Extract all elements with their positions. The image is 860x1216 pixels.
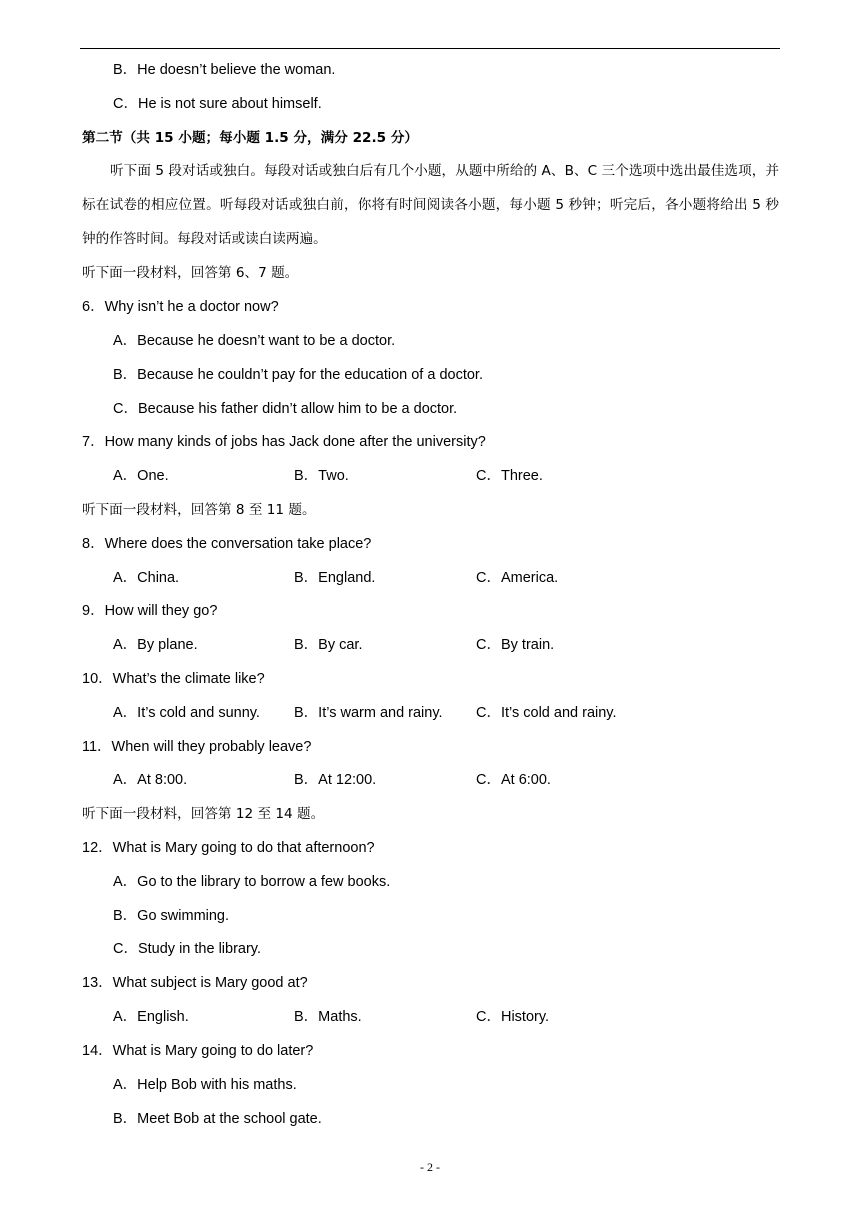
question-14-stem: 14．What is Mary going to do later? [82,1043,314,1059]
question-6-option-a: A．Because he doesn’t want to be a doctor. [113,333,396,349]
question-13-option-c: C．History. [476,1009,550,1025]
question-9-option-c: C．By train. [476,637,555,653]
question-12-stem: 12．What is Mary going to do that afternoon? [82,840,375,856]
question-8-option-a: A．China. [113,570,180,586]
question-12-option-c: C．Study in the library. [113,941,262,957]
question-11-option-b: B．At 12:00. [294,772,377,788]
question-12-option-b: B．Go swimming. [113,908,230,924]
question-6-option-c: C．Because his father didn’t allow him to be a doctor. [113,401,458,417]
header-rule [80,48,780,49]
question-8-option-c: C．America. [476,570,559,586]
question-9-option-a: A．By plane. [113,637,198,653]
question-8-option-b: B．England. [294,570,376,586]
question-10-option-c: C．It’s cold and rainy. [476,705,617,721]
question-9-option-b: B．By car. [294,637,363,653]
question-11-option-c: C．At 6:00. [476,772,551,788]
question-6-option-b: B．Because he couldn’t pay for the education of a doctor. [113,367,483,383]
question-13-option-a: A．English. [113,1009,189,1025]
question-9-stem: 9．How will they go? [82,603,218,619]
option-c-prev: C．He is not sure about himself. [113,96,322,112]
question-11-stem: 11．When will they probably leave? [82,739,312,755]
question-10-stem: 10．What’s the climate like? [82,671,265,687]
question-10-option-b: B．It’s warm and rainy. [294,705,443,721]
intro-8-11: 听下面一段材料，回答第 8 至 11 题。 [82,502,316,518]
page-number: - 2 - [420,1160,440,1174]
question-7-option-b: B．Two. [294,468,349,484]
question-14-option-a: A．Help Bob with his maths. [113,1077,297,1093]
question-12-option-a: A．Go to the library to borrow a few books. [113,874,391,890]
question-13-stem: 13．What subject is Mary good at? [82,975,308,991]
question-11-option-a: A．At 8:00. [113,772,188,788]
intro-12-14: 听下面一段材料，回答第 12 至 14 题。 [82,806,325,822]
question-7-stem: 7．How many kinds of jobs has Jack done after the university? [82,434,486,450]
question-10-option-a: A．It’s cold and sunny. [113,705,260,721]
question-7-option-c: C．Three. [476,468,543,484]
question-7-option-a: A．One. [113,468,169,484]
intro-6-7: 听下面一段材料，回答第 6、7 题。 [82,265,299,281]
question-8-stem: 8．Where does the conversation take place? [82,536,372,552]
section-heading: 第二节（共 15 小题；每小题 1.5 分，满分 22.5 分） [82,130,419,146]
question-13-option-b: B．Maths. [294,1009,362,1025]
question-14-option-b: B．Meet Bob at the school gate. [113,1111,322,1127]
option-b-prev: B．He doesn’t believe the woman. [113,62,336,78]
question-6-stem: 6．Why isn’t he a doctor now? [82,299,279,315]
section-instructions: 听下面 5 段对话或独白。每段对话或独白后有几个小题，从题中所给的 A、B、C 三个选项中选出最佳选项，并标在试卷的相应位置。听每段对话或独白前，你将有时间阅读各小题，每小题 5 秒钟；听完后，各小题将给出 5 秒钟的作答时间。每段对话或读白读两遍。 [82,163,779,247]
